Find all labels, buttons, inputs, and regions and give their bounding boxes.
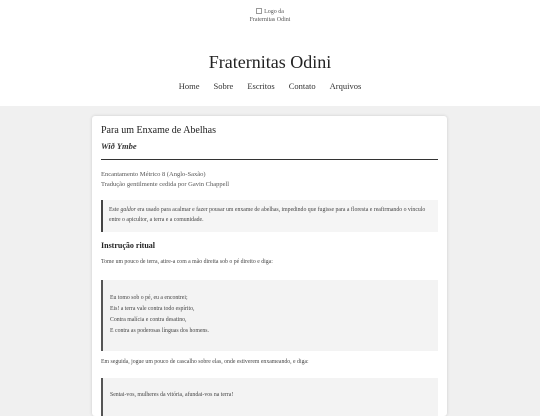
nav-home[interactable]: Home xyxy=(178,81,200,91)
callout-text: era usado para acalmar e fazer pousar um enxame de abelhas, impedindo que fugisse para a floresta e reafirmando o vínculo entre o apicultor, a terra e a comunidade. xyxy=(109,207,426,223)
logo-alt-text: Logo da Fraternitas Odini xyxy=(249,9,291,23)
site-logo[interactable] xyxy=(244,8,296,40)
verse-line: Eis! a terra vale contra todo espírito, xyxy=(110,306,195,312)
callout-prefix: Este xyxy=(109,207,121,213)
article-card xyxy=(92,116,447,416)
nav-escritos[interactable]: Escritos xyxy=(247,81,275,91)
meta-translation: Tradução gentilmente cedida por Gavin Chappell xyxy=(101,181,230,188)
verse-line: Sentai-vos, mulheres da vitória, afundai-vos na terra! xyxy=(110,392,234,398)
verse-line: Eu tomo sob o pé, eu a encontrei; xyxy=(110,295,188,301)
article-title: Para um Enxame de Abelhas xyxy=(101,125,216,136)
main-nav xyxy=(0,81,540,91)
broken-image-icon xyxy=(256,8,262,14)
nav-arquivos[interactable]: Arquivos xyxy=(329,81,362,91)
verse-block-2 xyxy=(101,378,438,416)
intro-callout xyxy=(101,200,438,232)
verse-line: Contra malícia e contra desatino, xyxy=(110,317,187,323)
site-title[interactable]: Fraternitas Odini xyxy=(208,52,332,72)
callout-emphasis: galdor xyxy=(120,207,136,213)
instruction-paragraph-1: Tome um pouco de terra, atire-a com a mão direita sob o pé direito e diga: xyxy=(101,259,273,265)
section-title: Instrução ritual xyxy=(101,241,155,250)
instruction-paragraph-2: Em seguida, jogue um pouco de cascalho sobre elas, onde estiverem enxameando, e diga: xyxy=(101,359,309,365)
site-header xyxy=(0,0,540,106)
verse-line: E contra as poderosas línguas dos homens. xyxy=(110,328,210,334)
article-meta xyxy=(101,170,229,190)
title-divider xyxy=(101,159,438,160)
meta-source: Encantamento Métrico 8 (Anglo-Saxão) xyxy=(101,171,206,178)
nav-sobre[interactable]: Sobre xyxy=(213,81,234,91)
verse-block-1 xyxy=(101,280,438,351)
nav-contato[interactable]: Contato xyxy=(288,81,316,91)
article-subtitle: Wið Ymbe xyxy=(101,141,137,151)
